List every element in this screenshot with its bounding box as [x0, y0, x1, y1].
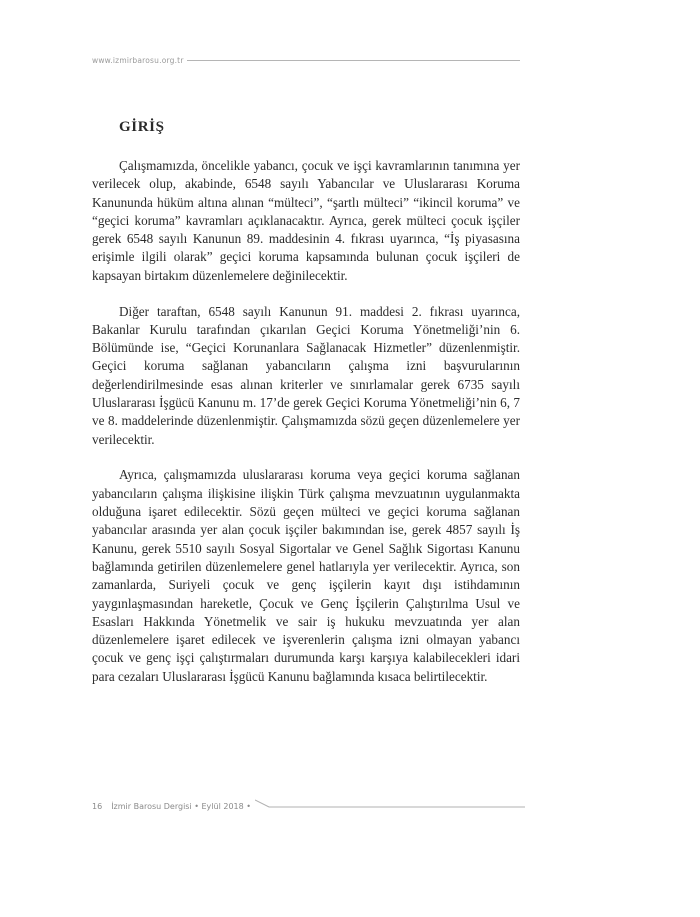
header-rule	[187, 60, 520, 61]
journal-info: İzmir Barosu Dergisi • Eylül 2018 •	[111, 801, 251, 811]
header-url: www.izmirbarosu.org.tr	[92, 55, 184, 65]
section-title: GİRİŞ	[119, 119, 165, 135]
body-text	[92, 157, 520, 704]
paragraph-1: Çalışmamızda, öncelikle yabancı, çocuk ve işçi kavramlarının tanımına yer verilecek olup, akabinde, 6548 sayılı Yabancılar ve Uluslararası Koruma Kanununda hüküm altına alınan “mülteci”, “şartlı mülteci” “ikincil koruma” ve “geçici koruma” kavramları açıklanacaktır. Ayrıca, gerek mülteci çocuk işçiler gerek 6548 sayılı Kanunun 89. maddesinin 4. fıkrası uyarınca, “İş piyasasına erişimle ilgili olarak” geçici koruma kapsamında bulunan çocuk işçileri de kapsayan birtakım düzenlemelere değinilecektir.	[92, 158, 520, 283]
page-footer	[92, 799, 520, 813]
paragraph-2: Diğer taraftan, 6548 sayılı Kanunun 91. maddesi 2. fıkrası uyarınca, Bakanlar Kurulu tarafından çıkarılan Geçici Koruma Yönetmeliği’nin 6. Bölümünde ise, “Geçici Korunanlara Sağlanacak Hizmetler” düzenlenmiştir. Geçici koruma sağlanan yabancıların çalışma izni başvurularının değerlendirilmesinde esas alınan kriterler ve sınırlamalar gerek 6735 sayılı Uluslararası İşgücü Kanunu m. 17’de gerek Geçici Koruma Yönetmeliği’nin 6, 7 ve 8. maddelerinde düzenlenmiştir. Çalışmamızda sözü geçen düzenlemelere yer verilecektir.	[92, 303, 520, 447]
footer-rule	[255, 799, 520, 813]
paragraph-3: Ayrıca, çalışmamızda uluslararası koruma veya geçici koruma sağlanan yabancıların çalışma ilişkisine ilişkin Türk çalışma mevzuatının uygulanmakta olduğuna işaret edilecektir. Sözü geçen mülteci ve geçici koruma sağlanan yabancılar arasında yer alan çocuk işçiler bakımından ise, gerek 4857 sayılı İş Kanunu, gerek 5510 sayılı Sosyal Sigortalar ve Genel Sağlık Sigortası Kanunu bağlamında getirilen düzenlemelere genel hatlarıyla yer verilecektir. Ayrıca, son zamanlarda, Suriyeli çocuk ve genç işçilerin kayıt dışı istihdamının yaygınlaşmasından hareketle, Çocuk ve Genç İşçilerin Çalıştırılma Usul ve Esasları Hakkında Yönetmelik ve sair iş hukuku mevzuatında yer alan düzenlemelere işaret edilecek ve işverenlerin çalışma izni olmayan yabancı çocuk ve genç işçi çalıştırmaları durumunda karşı karşıya kalabilecekleri idari para cezaları Uluslararası İşgücü Kanunu bağlamında kısaca belirtilecektir.	[92, 467, 520, 684]
footer-rule-line	[255, 799, 525, 813]
page-number: 16	[92, 801, 103, 811]
page-header	[92, 53, 520, 67]
